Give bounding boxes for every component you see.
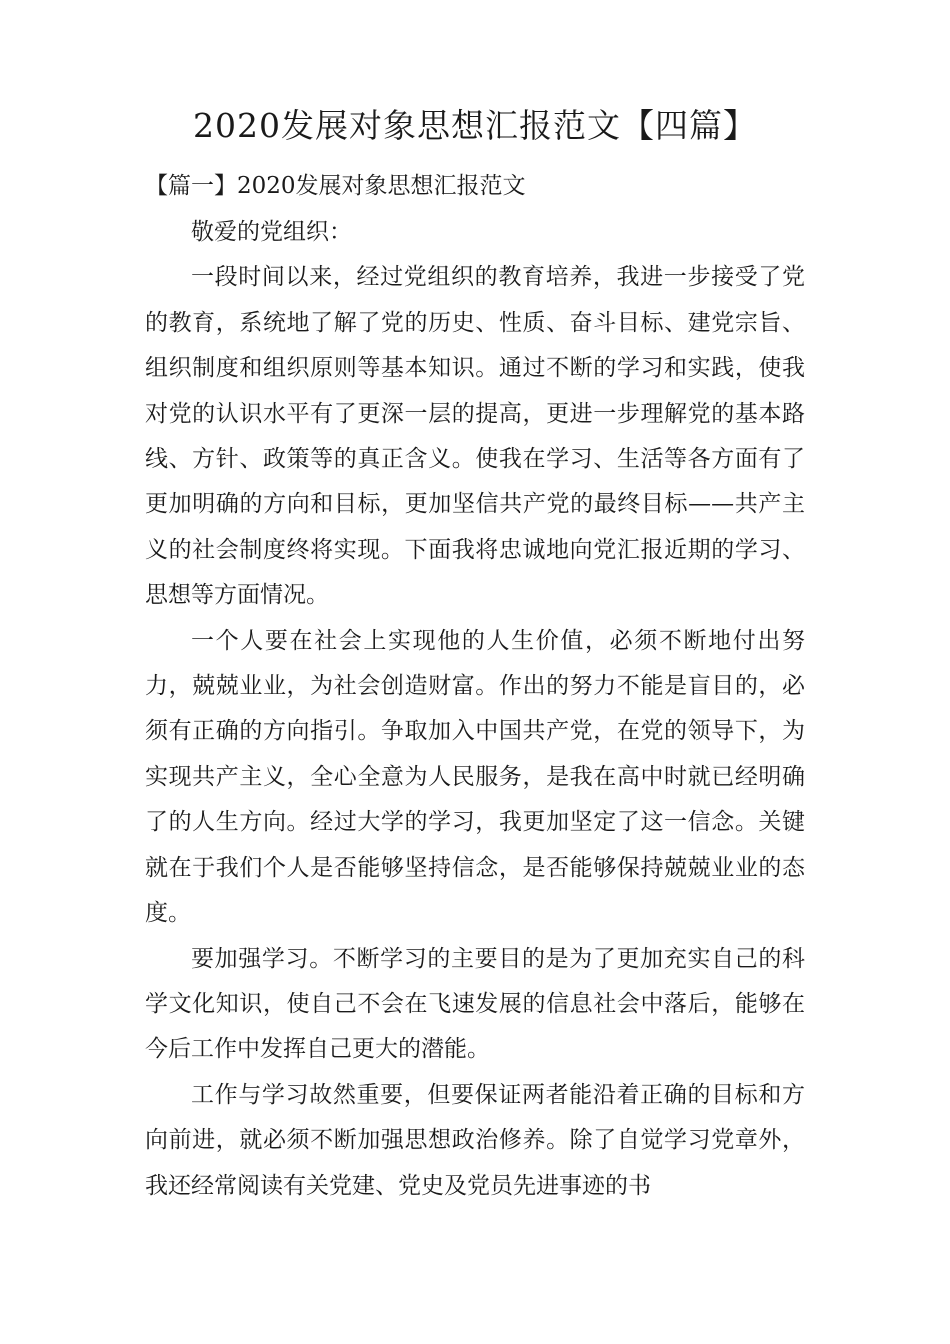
document-body bbox=[145, 210, 805, 1209]
paragraph-3: 要加强学习。不断学习的主要目的是为了更加充实自己的科学文化知识，使自己不会在飞速发展的信息社会中落后，能够在今后工作中发挥自己更大的潜能。 bbox=[145, 945, 805, 1063]
section-heading: 【篇一】2020发展对象思想汇报范文 bbox=[145, 173, 526, 199]
document-title: 2020发展对象思想汇报范文【四篇】 bbox=[193, 106, 757, 145]
salutation: 敬爱的党组织： bbox=[191, 219, 352, 245]
paragraph-4: 工作与学习故然重要，但要保证两者能沿着正确的目标和方向前进，就必须不断加强思想政治修养。除了自觉学习党章外，我还经常阅读有关党建、党史及党员先进事迹的书 bbox=[145, 1081, 805, 1199]
paragraph-1: 一段时间以来，经过党组织的教育培养，我进一步接受了党的教育，系统地了解了党的历史、性质、奋斗目标、建党宗旨、组织制度和组织原则等基本知识。通过不断的学习和实践，使我对党的认识水平有了更深一层的提高，更进一步理解党的基本路线、方针、政策等的真正含义。使我在学习、生活等各方面有了更加明确的方向和目标，更加坚信共产党的最终目标——共产主义的社会制度终将实现。下面我将忠诚地向党汇报近期的学习、思想等方面情况。 bbox=[145, 264, 805, 609]
paragraph-2: 一个人要在社会上实现他的人生价值，必须不断地付出努力，兢兢业业，为社会创造财富。作出的努力不能是盲目的，必须有正确的方向指引。争取加入中国共产党，在党的领导下，为实现共产主义，全心全意为人民服务，是我在高中时就已经明确了的人生方向。经过大学的学习，我更加坚定了这一信念。关键就在于我们个人是否能够坚持信念，是否能够保持兢兢业业的态度。 bbox=[145, 627, 805, 927]
